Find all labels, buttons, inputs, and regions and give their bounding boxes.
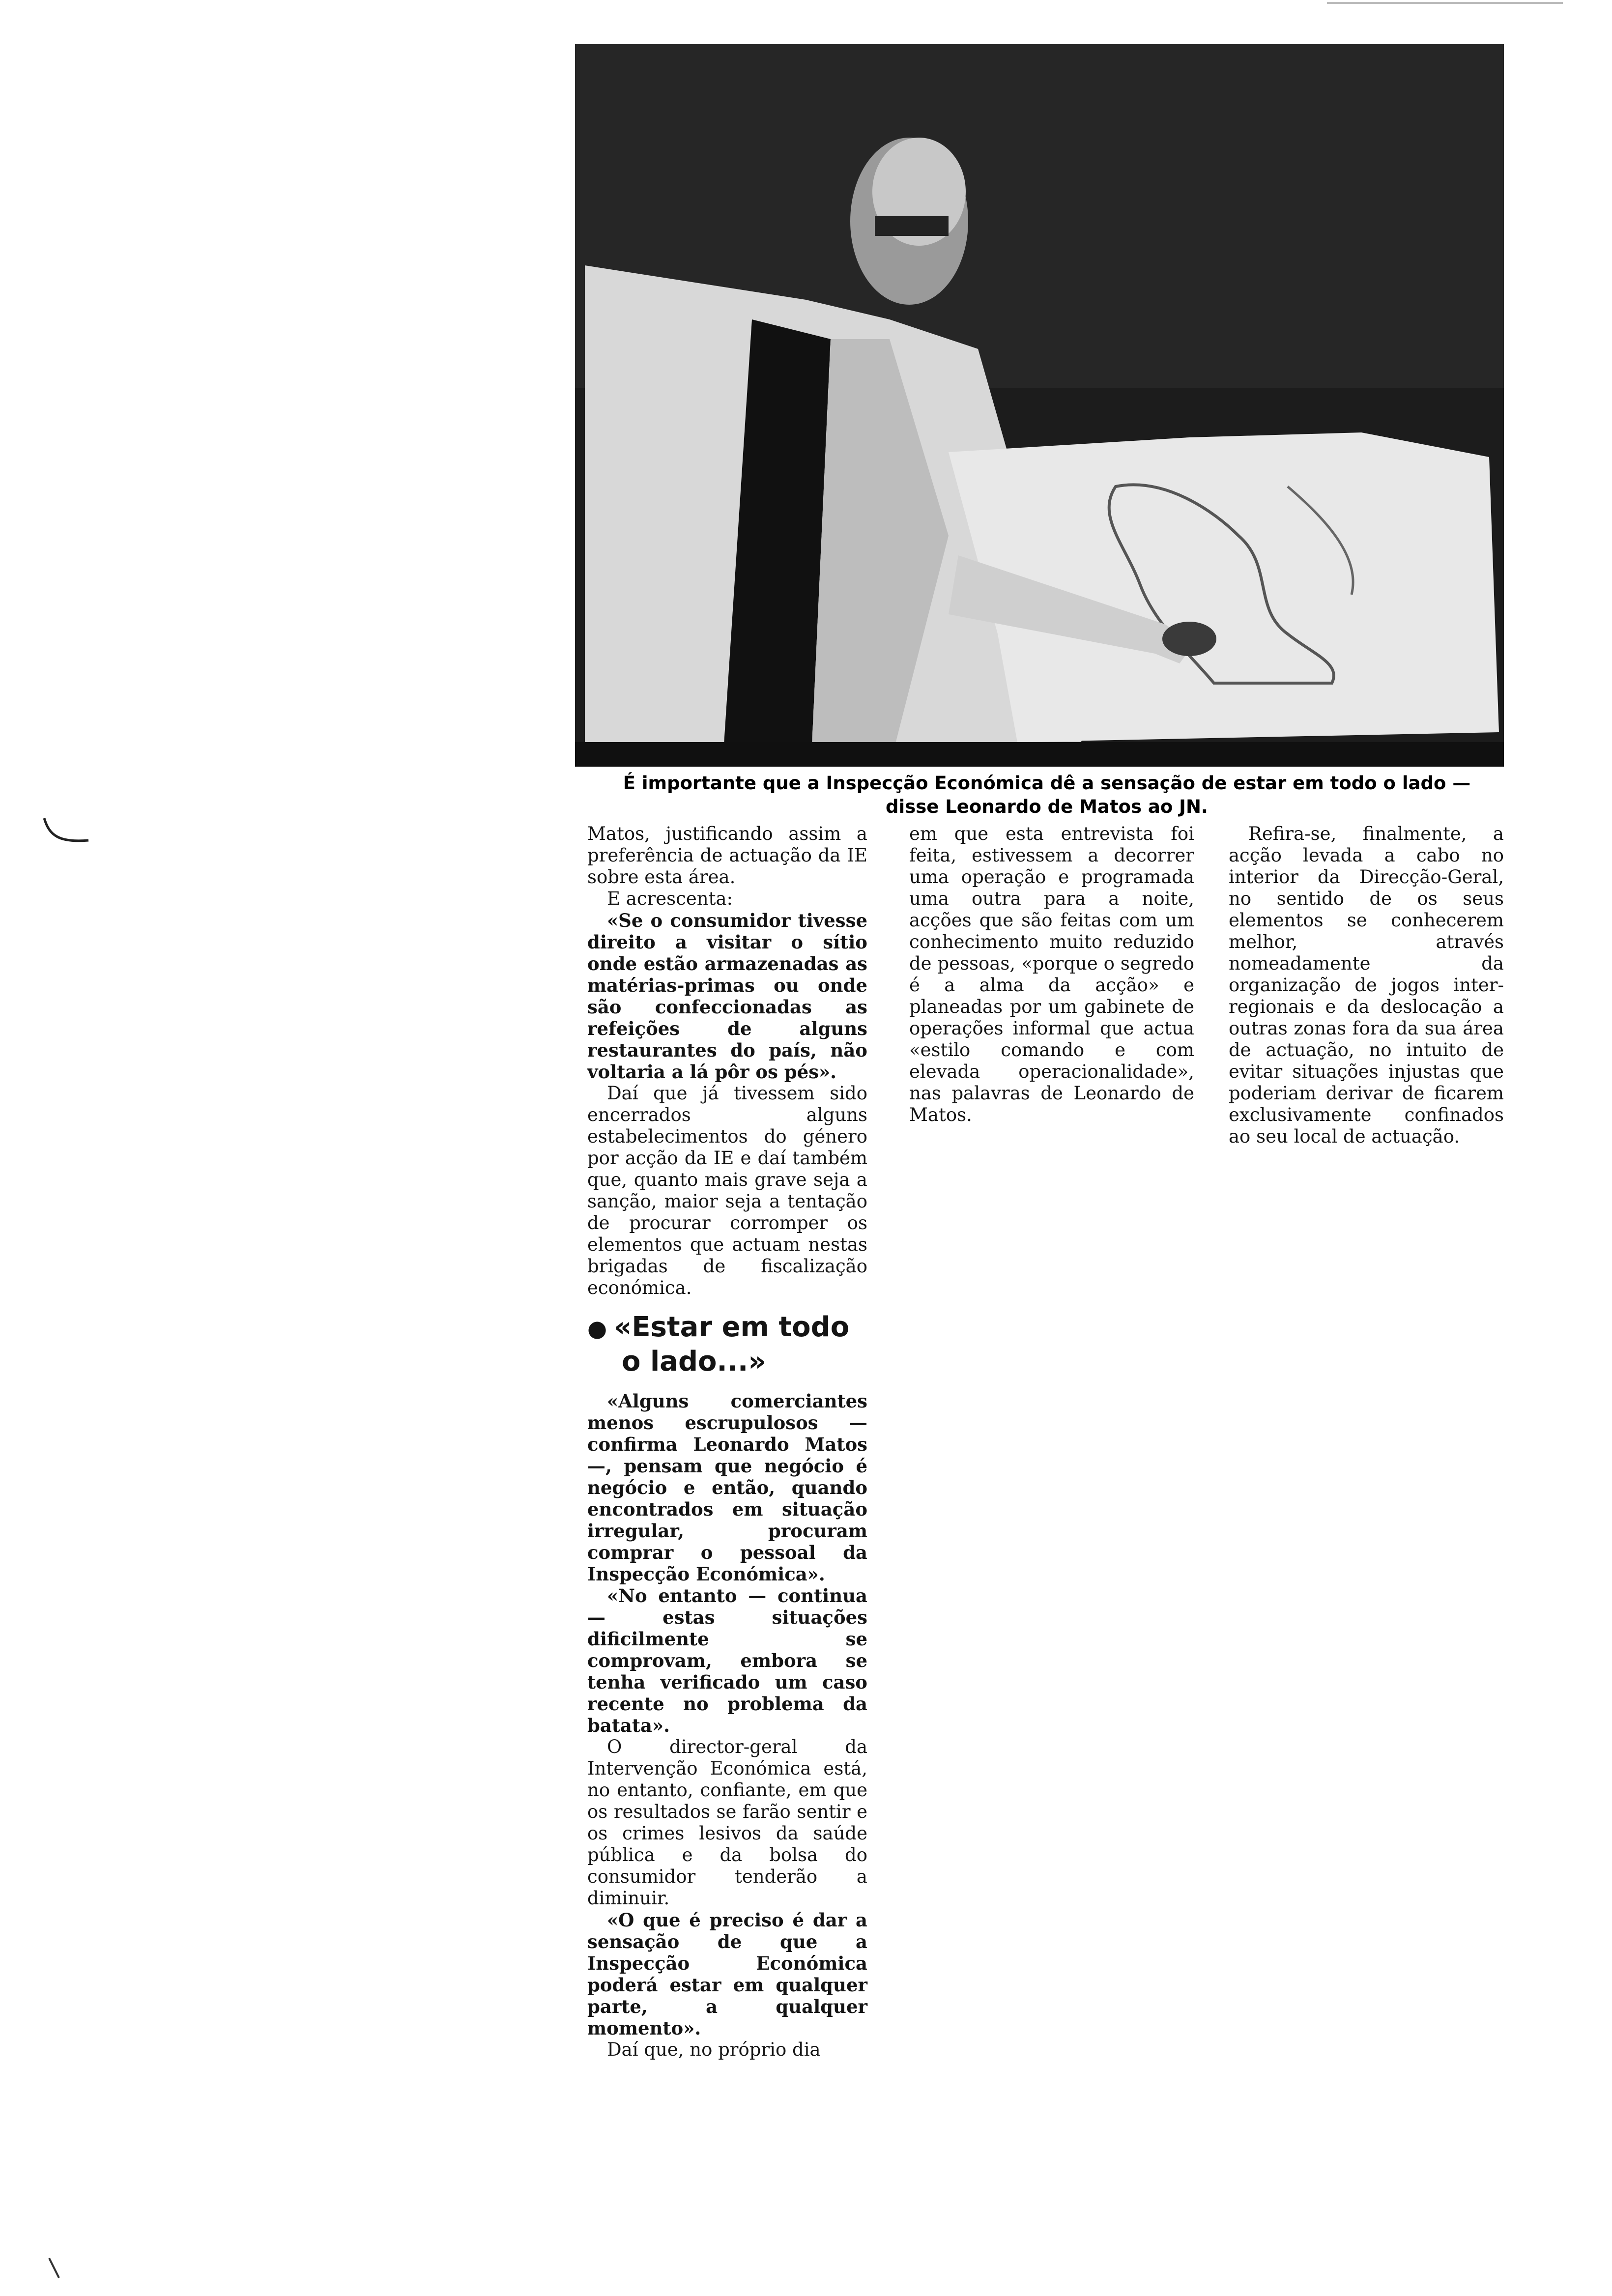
section-subhead xyxy=(587,1311,867,1378)
article-column-1 xyxy=(587,823,867,2061)
photo-caption xyxy=(580,772,1514,819)
quote-paragraph: «Se o consumidor tivesse direito a visitar o sítio onde estão armazenadas as matérias-primas ou onde são confeccionadas as refeições de alguns restaurantes do país, não voltaria a lá pôr os pés». xyxy=(587,910,867,1083)
pen-stroke-mark-icon xyxy=(39,816,93,845)
subhead-line-1: «Estar em todo xyxy=(614,1311,850,1343)
article-column-2 xyxy=(909,823,1194,1126)
paragraph: O director-geral da Intervenção Económica está, no entanto, confiante, em que os resultados se farão sentir e os crimes lesivos da saúde pública e da bolsa do consumidor tenderão a diminuir. xyxy=(587,1736,867,1909)
caption-line-2: disse Leonardo de Matos ao JN. xyxy=(886,796,1208,817)
paragraph: Matos, justificando assim a preferência de actuação da IE sobre esta área. xyxy=(587,823,867,888)
article-photo xyxy=(575,44,1504,767)
paragraph: E acrescenta: xyxy=(607,888,733,909)
paragraph: em que esta entrevista foi feita, estivessem a decorrer uma operação e programada uma outra para a noite, acções que são feitas com um conhecimento muito reduzido de pessoas, «porque o segredo é a alma da acção» e planeadas por um gabinete de operações informal que actua «estilo comando e com elevada operacionalidade», nas palavras de Leonardo de Matos. xyxy=(909,823,1194,1125)
quote-paragraph: «O que é preciso é dar a sensação de que a Inspecção Económica poderá estar em qualquer parte, a qualquer momento». xyxy=(587,1909,867,2039)
scan-top-rule xyxy=(1327,2,1563,4)
subhead-line-2: o lado...» xyxy=(622,1346,766,1378)
paragraph: Refira-se, finalmente, a acção levada a cabo no interior da Direcção-Geral, no sentido de os seus elementos se conhecerem melhor, através nomeadamente da organização de jogos inter-regionais e da deslocação a outras zonas fora da sua área de actuação, no intuito de evitar situações injustas que poderiam derivar de ficarem exclusivamente confinados ao seu local de actuação. xyxy=(1229,823,1504,1147)
paragraph: Daí que, no próprio dia xyxy=(607,2039,821,2060)
quote-paragraph: «Alguns comerciantes menos escrupulosos — confirma Leonardo Matos —, pensam que negócio é negócio e então, quando encontrados em situação irregular, procuram comprar o pessoal da Inspecção Económica». xyxy=(587,1390,867,1585)
photograph-man-pointing-at-map-icon xyxy=(575,44,1504,767)
corner-tick-mark-icon xyxy=(44,2256,64,2280)
bullet-icon: ● xyxy=(587,1315,607,1342)
quote-paragraph: «No entanto — continua — estas situações dificilmente se comprovam, embora se tenha verificado um caso recente no problema da batata». xyxy=(587,1585,867,1736)
article-column-3 xyxy=(1229,823,1504,1148)
paragraph: Daí que já tivessem sido encerrados alguns estabelecimentos do género por acção da IE e daí também que, quanto mais grave seja a sanção, maior seja a tentação de procurar corromper os elementos que actuam nestas brigadas de fiscalização económica. xyxy=(587,1083,867,1298)
caption-line-1: É importante que a Inspecção Económica dê a sensação de estar em todo o lado — xyxy=(623,773,1471,794)
